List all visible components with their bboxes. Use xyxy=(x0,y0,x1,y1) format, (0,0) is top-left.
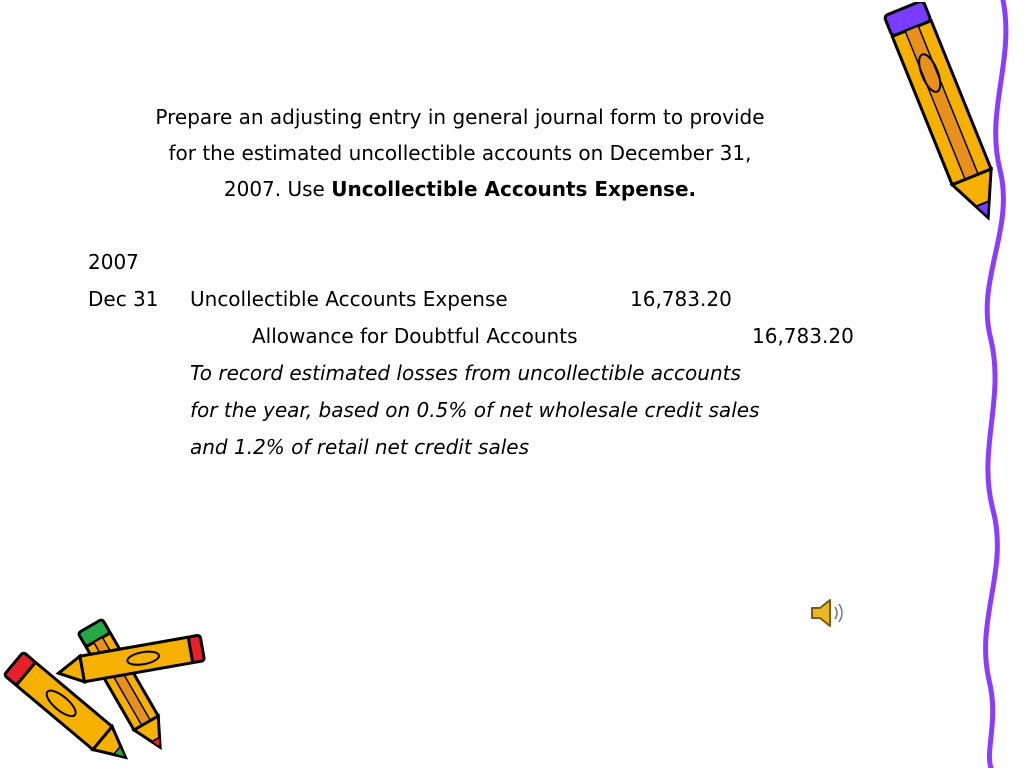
credit-amount: 16,783.20 xyxy=(752,324,854,348)
title-emphasis: Uncollectible Accounts Expense. xyxy=(331,177,697,201)
explanation-line: and 1.2% of retail net credit sales xyxy=(190,435,529,459)
debit-amount: 16,783.20 xyxy=(630,287,732,311)
pencil-icon xyxy=(860,2,1000,242)
explanation-line: for the year, based on 0.5% of net wholesale credit sales xyxy=(190,398,760,422)
journal-date: Dec 31 xyxy=(88,287,159,311)
credit-account: Allowance for Doubtful Accounts xyxy=(252,324,578,348)
crossed-pencils-icon xyxy=(0,615,210,765)
journal-year: 2007 xyxy=(88,250,139,274)
title-line-3-prefix: 2007. Use xyxy=(223,177,332,201)
speaker-icon[interactable] xyxy=(808,596,848,630)
title-line-2: for the estimated uncollectible accounts on December 31, xyxy=(168,141,752,165)
debit-account: Uncollectible Accounts Expense xyxy=(190,287,508,311)
explanation-line: To record estimated losses from uncollectible accounts xyxy=(190,361,741,385)
slide-title xyxy=(80,99,840,207)
title-line-3 xyxy=(80,171,840,207)
title-line-1: Prepare an adjusting entry in general journal form to provide xyxy=(155,105,765,129)
